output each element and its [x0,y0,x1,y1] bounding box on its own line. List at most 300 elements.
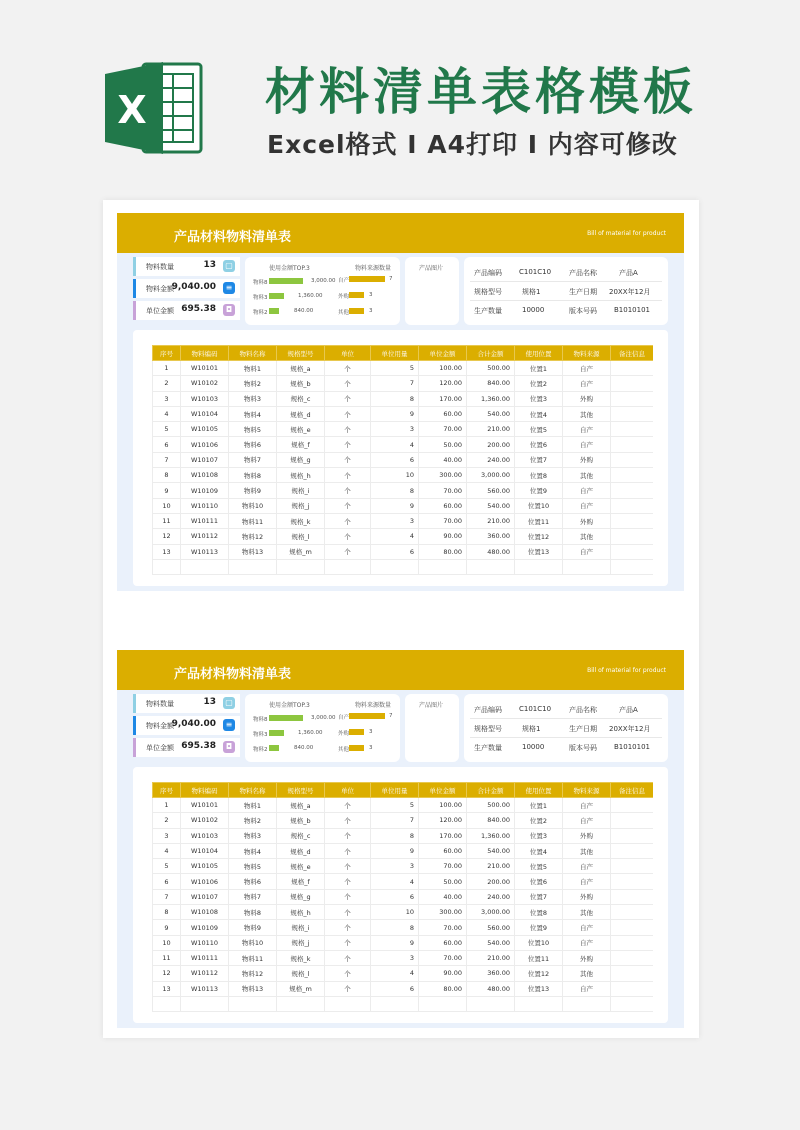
table-cell[interactable]: 360.00 [467,529,515,544]
column-header[interactable]: 单位用量 [371,783,419,798]
table-cell[interactable] [611,981,654,996]
table-row[interactable] [153,859,654,874]
table-cell[interactable]: 物料8 [229,468,277,483]
column-header[interactable]: 合计金额 [467,346,515,361]
table-cell[interactable]: 位置5 [515,422,563,437]
table-cell[interactable]: 个 [325,889,371,904]
table-cell[interactable]: 物料2 [229,376,277,391]
table-cell[interactable]: W10102 [181,813,229,828]
table-cell[interactable]: 13 [153,981,181,996]
table-cell[interactable] [515,996,563,1011]
info-value[interactable]: C101C10 [519,268,552,276]
table-cell[interactable]: 规格_c [277,828,325,843]
table-cell[interactable]: 物料10 [229,498,277,513]
table-cell[interactable]: W10104 [181,406,229,421]
table-cell[interactable]: 100.00 [419,361,467,376]
table-cell[interactable]: 10 [371,468,419,483]
table-cell[interactable]: 规格_j [277,498,325,513]
table-cell[interactable]: 480.00 [467,544,515,559]
table-cell[interactable]: 200.00 [467,874,515,889]
table-cell[interactable]: 个 [325,905,371,920]
table-cell[interactable]: 3 [371,859,419,874]
table-cell[interactable]: 个 [325,935,371,950]
info-value[interactable]: C101C10 [519,705,552,713]
table-cell[interactable] [611,889,654,904]
table-cell[interactable]: 个 [325,859,371,874]
table-cell[interactable]: 7 [371,376,419,391]
table-cell[interactable]: 个 [325,437,371,452]
table-cell[interactable]: 540.00 [467,406,515,421]
info-value[interactable]: 产品A [619,706,638,714]
table-row[interactable] [153,889,654,904]
table-cell[interactable]: 4 [371,966,419,981]
column-header[interactable]: 使用位置 [515,346,563,361]
table-cell[interactable]: 9 [371,935,419,950]
table-cell[interactable]: 540.00 [467,935,515,950]
table-cell[interactable]: W10112 [181,529,229,544]
table-cell[interactable]: W10111 [181,513,229,528]
info-value[interactable]: 规格1 [522,725,541,733]
table-cell[interactable]: 240.00 [467,889,515,904]
table-cell[interactable]: 物料12 [229,966,277,981]
table-cell[interactable]: 40.00 [419,889,467,904]
table-cell[interactable] [181,559,229,574]
table-cell[interactable]: 4 [371,529,419,544]
table-cell[interactable]: 10 [153,935,181,950]
table-cell[interactable]: 13 [153,544,181,559]
table-cell[interactable]: 840.00 [467,813,515,828]
table-cell[interactable] [229,559,277,574]
table-cell[interactable]: 个 [325,468,371,483]
table-cell[interactable]: 物料6 [229,437,277,452]
table-cell[interactable]: 物料5 [229,422,277,437]
table-cell[interactable]: 70.00 [419,422,467,437]
table-row-empty[interactable] [153,996,654,1011]
table-row[interactable] [153,813,654,828]
table-cell[interactable]: W10104 [181,843,229,858]
table-cell[interactable]: 物料1 [229,361,277,376]
table-cell[interactable]: 540.00 [467,498,515,513]
table-cell[interactable]: 500.00 [467,361,515,376]
table-cell[interactable] [277,559,325,574]
table-row[interactable] [153,422,654,437]
table-cell[interactable]: 1 [153,798,181,813]
table-cell[interactable]: W10101 [181,798,229,813]
table-cell[interactable]: 规格_d [277,406,325,421]
table-cell[interactable]: 物料13 [229,544,277,559]
table-cell[interactable]: 10 [153,498,181,513]
table-cell[interactable]: 物料6 [229,874,277,889]
table-cell[interactable] [611,406,654,421]
table-cell[interactable]: W10102 [181,376,229,391]
table-cell[interactable]: 个 [325,406,371,421]
table-cell[interactable]: 240.00 [467,452,515,467]
table-cell[interactable]: 8 [371,920,419,935]
table-row-empty[interactable] [153,559,654,574]
table-cell[interactable]: 210.00 [467,859,515,874]
table-row[interactable] [153,544,654,559]
table-row[interactable] [153,798,654,813]
table-row[interactable] [153,406,654,421]
table-cell[interactable]: 11 [153,513,181,528]
table-cell[interactable]: 规格_e [277,859,325,874]
table-cell[interactable]: 6 [371,981,419,996]
table-cell[interactable]: 200.00 [467,437,515,452]
table-cell[interactable]: 10 [371,905,419,920]
column-header[interactable]: 备注信息 [611,346,654,361]
table-cell[interactable] [467,559,515,574]
table-cell[interactable]: W10109 [181,920,229,935]
table-row[interactable] [153,361,654,376]
table-cell[interactable] [611,996,654,1011]
table-cell[interactable]: 1,360.00 [467,391,515,406]
table-cell[interactable]: W10108 [181,468,229,483]
table-cell[interactable]: 规格_g [277,452,325,467]
table-cell[interactable]: 位置6 [515,437,563,452]
table-cell[interactable]: 规格_c [277,391,325,406]
table-row[interactable] [153,498,654,513]
table-cell[interactable] [611,376,654,391]
table-row[interactable] [153,935,654,950]
table-cell[interactable]: W10113 [181,544,229,559]
table-cell[interactable]: 4 [153,406,181,421]
table-cell[interactable]: 位置7 [515,889,563,904]
column-header[interactable]: 规格型号 [277,783,325,798]
table-cell[interactable]: 120.00 [419,376,467,391]
table-cell[interactable]: 80.00 [419,544,467,559]
table-cell[interactable]: 6 [371,544,419,559]
table-cell[interactable]: 位置3 [515,828,563,843]
table-row[interactable] [153,529,654,544]
table-cell[interactable]: W10107 [181,452,229,467]
table-cell[interactable]: 个 [325,483,371,498]
table-cell[interactable] [611,361,654,376]
table-cell[interactable] [611,391,654,406]
table-cell[interactable] [611,483,654,498]
column-header[interactable]: 物料编码 [181,346,229,361]
table-cell[interactable]: 规格_f [277,874,325,889]
table-cell[interactable]: 170.00 [419,391,467,406]
table-cell[interactable] [611,498,654,513]
table-cell[interactable]: 自产 [563,544,611,559]
table-cell[interactable]: 规格_a [277,361,325,376]
info-value[interactable]: 产品A [619,269,638,277]
table-cell[interactable]: 物料10 [229,935,277,950]
column-header[interactable]: 单位金额 [419,783,467,798]
table-cell[interactable]: 360.00 [467,966,515,981]
table-cell[interactable]: 90.00 [419,529,467,544]
table-cell[interactable]: 1 [153,361,181,376]
table-cell[interactable]: 5 [371,798,419,813]
table-cell[interactable] [515,559,563,574]
table-cell[interactable]: 60.00 [419,935,467,950]
table-cell[interactable]: 规格_l [277,529,325,544]
table-cell[interactable]: 120.00 [419,813,467,828]
table-cell[interactable]: 其他 [563,843,611,858]
table-cell[interactable] [371,559,419,574]
table-cell[interactable]: 560.00 [467,483,515,498]
table-cell[interactable]: 物料1 [229,798,277,813]
table-cell[interactable]: 规格_k [277,950,325,965]
info-value[interactable]: 规格1 [522,288,541,296]
table-cell[interactable]: 9 [371,843,419,858]
table-cell[interactable]: 位置10 [515,498,563,513]
table-cell[interactable]: 自产 [563,813,611,828]
table-cell[interactable]: 6 [153,874,181,889]
table-cell[interactable]: 60.00 [419,843,467,858]
table-cell[interactable]: 位置7 [515,452,563,467]
table-cell[interactable]: 其他 [563,468,611,483]
table-cell[interactable]: W10101 [181,361,229,376]
table-cell[interactable]: 外购 [563,950,611,965]
table-cell[interactable]: 位置11 [515,950,563,965]
table-cell[interactable]: 个 [325,513,371,528]
table-cell[interactable]: 70.00 [419,483,467,498]
table-cell[interactable]: 100.00 [419,798,467,813]
table-cell[interactable]: 9 [153,483,181,498]
table-cell[interactable]: 9 [371,498,419,513]
table-cell[interactable]: 2 [153,376,181,391]
table-cell[interactable]: 3,000.00 [467,905,515,920]
product-image-panel[interactable] [405,694,459,762]
table-cell[interactable]: 300.00 [419,905,467,920]
table-cell[interactable]: 位置6 [515,874,563,889]
table-cell[interactable]: 个 [325,544,371,559]
table-cell[interactable]: 210.00 [467,422,515,437]
info-value[interactable]: B1010101 [614,743,650,751]
table-cell[interactable]: 8 [371,828,419,843]
table-cell[interactable]: W10111 [181,950,229,965]
table-cell[interactable] [419,559,467,574]
column-header[interactable]: 备注信息 [611,783,654,798]
table-cell[interactable]: 1,360.00 [467,828,515,843]
table-cell[interactable] [611,966,654,981]
table-cell[interactable]: 5 [153,422,181,437]
table-cell[interactable]: 外购 [563,889,611,904]
table-cell[interactable]: 540.00 [467,843,515,858]
table-cell[interactable]: W10108 [181,905,229,920]
table-cell[interactable] [325,996,371,1011]
table-cell[interactable]: 自产 [563,859,611,874]
table-cell[interactable] [611,559,654,574]
table-cell[interactable]: W10110 [181,935,229,950]
table-cell[interactable]: 个 [325,920,371,935]
table-cell[interactable]: 位置13 [515,544,563,559]
table-row[interactable] [153,874,654,889]
table-cell[interactable]: 7 [371,813,419,828]
table-cell[interactable]: 规格_m [277,981,325,996]
table-cell[interactable]: W10109 [181,483,229,498]
table-row[interactable] [153,981,654,996]
table-cell[interactable]: 规格_g [277,889,325,904]
table-cell[interactable]: 位置5 [515,859,563,874]
table-cell[interactable]: 4 [371,874,419,889]
table-cell[interactable]: 个 [325,361,371,376]
product-image-panel[interactable] [405,257,459,325]
table-cell[interactable]: 个 [325,828,371,843]
table-cell[interactable]: 3,000.00 [467,468,515,483]
table-cell[interactable]: W10110 [181,498,229,513]
table-cell[interactable]: 规格_e [277,422,325,437]
table-row[interactable] [153,376,654,391]
table-cell[interactable]: 物料4 [229,406,277,421]
table-cell[interactable]: 8 [153,468,181,483]
table-cell[interactable]: 11 [153,950,181,965]
table-cell[interactable]: 物料7 [229,452,277,467]
table-cell[interactable]: 60.00 [419,406,467,421]
table-cell[interactable] [611,950,654,965]
table-cell[interactable]: 自产 [563,361,611,376]
table-cell[interactable]: 自产 [563,483,611,498]
table-cell[interactable]: 自产 [563,920,611,935]
table-cell[interactable] [611,920,654,935]
column-header[interactable]: 合计金额 [467,783,515,798]
table-cell[interactable]: 规格_k [277,513,325,528]
info-value[interactable]: 20XX年12月 [609,725,651,733]
table-cell[interactable]: W10106 [181,437,229,452]
table-cell[interactable]: 40.00 [419,452,467,467]
table-cell[interactable]: 个 [325,498,371,513]
table-cell[interactable]: 个 [325,874,371,889]
table-cell[interactable]: 7 [153,889,181,904]
column-header[interactable]: 物料编码 [181,783,229,798]
table-cell[interactable]: 50.00 [419,437,467,452]
column-header[interactable]: 单位 [325,783,371,798]
table-cell[interactable]: 300.00 [419,468,467,483]
table-cell[interactable] [153,559,181,574]
table-cell[interactable]: 物料8 [229,905,277,920]
table-cell[interactable]: 个 [325,950,371,965]
table-cell[interactable]: 3 [371,950,419,965]
table-cell[interactable] [611,513,654,528]
table-cell[interactable]: 规格_h [277,905,325,920]
table-cell[interactable]: 规格_f [277,437,325,452]
table-cell[interactable]: 物料13 [229,981,277,996]
table-cell[interactable]: 560.00 [467,920,515,935]
table-cell[interactable] [563,559,611,574]
table-cell[interactable]: 物料11 [229,950,277,965]
table-cell[interactable] [181,996,229,1011]
table-cell[interactable]: 210.00 [467,950,515,965]
table-cell[interactable]: 个 [325,391,371,406]
table-cell[interactable]: 自产 [563,874,611,889]
table-cell[interactable]: 其他 [563,966,611,981]
table-cell[interactable] [563,996,611,1011]
table-cell[interactable] [419,996,467,1011]
table-cell[interactable]: 70.00 [419,859,467,874]
table-cell[interactable]: 物料3 [229,828,277,843]
table-cell[interactable]: 外购 [563,391,611,406]
column-header[interactable]: 物料名称 [229,783,277,798]
column-header[interactable]: 物料名称 [229,346,277,361]
table-cell[interactable]: W10106 [181,874,229,889]
table-cell[interactable]: 位置12 [515,529,563,544]
table-cell[interactable]: 60.00 [419,498,467,513]
table-cell[interactable]: 170.00 [419,828,467,843]
table-cell[interactable] [325,559,371,574]
table-cell[interactable]: 规格_l [277,966,325,981]
table-row[interactable] [153,437,654,452]
table-cell[interactable]: 规格_i [277,920,325,935]
table-cell[interactable]: 8 [371,483,419,498]
table-cell[interactable]: 90.00 [419,966,467,981]
table-cell[interactable]: 3 [371,513,419,528]
table-cell[interactable]: 5 [153,859,181,874]
table-cell[interactable]: 位置9 [515,483,563,498]
table-cell[interactable]: 70.00 [419,513,467,528]
table-cell[interactable] [611,529,654,544]
table-cell[interactable]: 外购 [563,513,611,528]
table-cell[interactable]: 位置1 [515,361,563,376]
table-cell[interactable]: 位置2 [515,813,563,828]
table-cell[interactable]: 6 [371,889,419,904]
column-header[interactable]: 序号 [153,346,181,361]
table-cell[interactable]: 其他 [563,529,611,544]
table-cell[interactable]: 位置4 [515,843,563,858]
table-cell[interactable]: 12 [153,529,181,544]
table-cell[interactable]: 规格_b [277,376,325,391]
table-cell[interactable] [611,905,654,920]
table-cell[interactable]: 个 [325,422,371,437]
table-cell[interactable]: 7 [153,452,181,467]
info-value[interactable]: 10000 [522,743,545,751]
table-cell[interactable] [153,996,181,1011]
table-cell[interactable] [277,996,325,1011]
table-cell[interactable]: 物料5 [229,859,277,874]
info-value[interactable]: 20XX年12月 [609,288,651,296]
table-cell[interactable] [611,437,654,452]
table-cell[interactable]: 80.00 [419,981,467,996]
table-row[interactable] [153,452,654,467]
table-cell[interactable]: 480.00 [467,981,515,996]
table-cell[interactable]: 个 [325,376,371,391]
table-cell[interactable]: W10103 [181,828,229,843]
table-cell[interactable]: 位置4 [515,406,563,421]
table-cell[interactable]: 位置13 [515,981,563,996]
table-cell[interactable]: 规格_d [277,843,325,858]
table-cell[interactable] [611,843,654,858]
table-row[interactable] [153,950,654,965]
table-row[interactable] [153,391,654,406]
table-cell[interactable]: 4 [371,437,419,452]
table-cell[interactable]: 位置8 [515,468,563,483]
table-row[interactable] [153,966,654,981]
table-cell[interactable]: 位置8 [515,905,563,920]
table-cell[interactable] [371,996,419,1011]
table-cell[interactable]: W10105 [181,859,229,874]
table-cell[interactable]: 70.00 [419,950,467,965]
column-header[interactable]: 单位用量 [371,346,419,361]
table-cell[interactable]: 外购 [563,452,611,467]
table-row[interactable] [153,513,654,528]
table-cell[interactable] [611,828,654,843]
table-cell[interactable]: 个 [325,529,371,544]
table-cell[interactable]: 规格_j [277,935,325,950]
table-cell[interactable] [229,996,277,1011]
table-cell[interactable]: 3 [153,828,181,843]
table-cell[interactable]: 其他 [563,905,611,920]
table-cell[interactable]: 规格_b [277,813,325,828]
table-cell[interactable]: 70.00 [419,920,467,935]
table-cell[interactable]: 个 [325,966,371,981]
table-cell[interactable]: 2 [153,813,181,828]
table-cell[interactable]: 自产 [563,935,611,950]
table-cell[interactable]: 物料7 [229,889,277,904]
table-cell[interactable] [611,935,654,950]
table-cell[interactable]: 物料2 [229,813,277,828]
table-cell[interactable]: 物料9 [229,920,277,935]
table-row[interactable] [153,843,654,858]
